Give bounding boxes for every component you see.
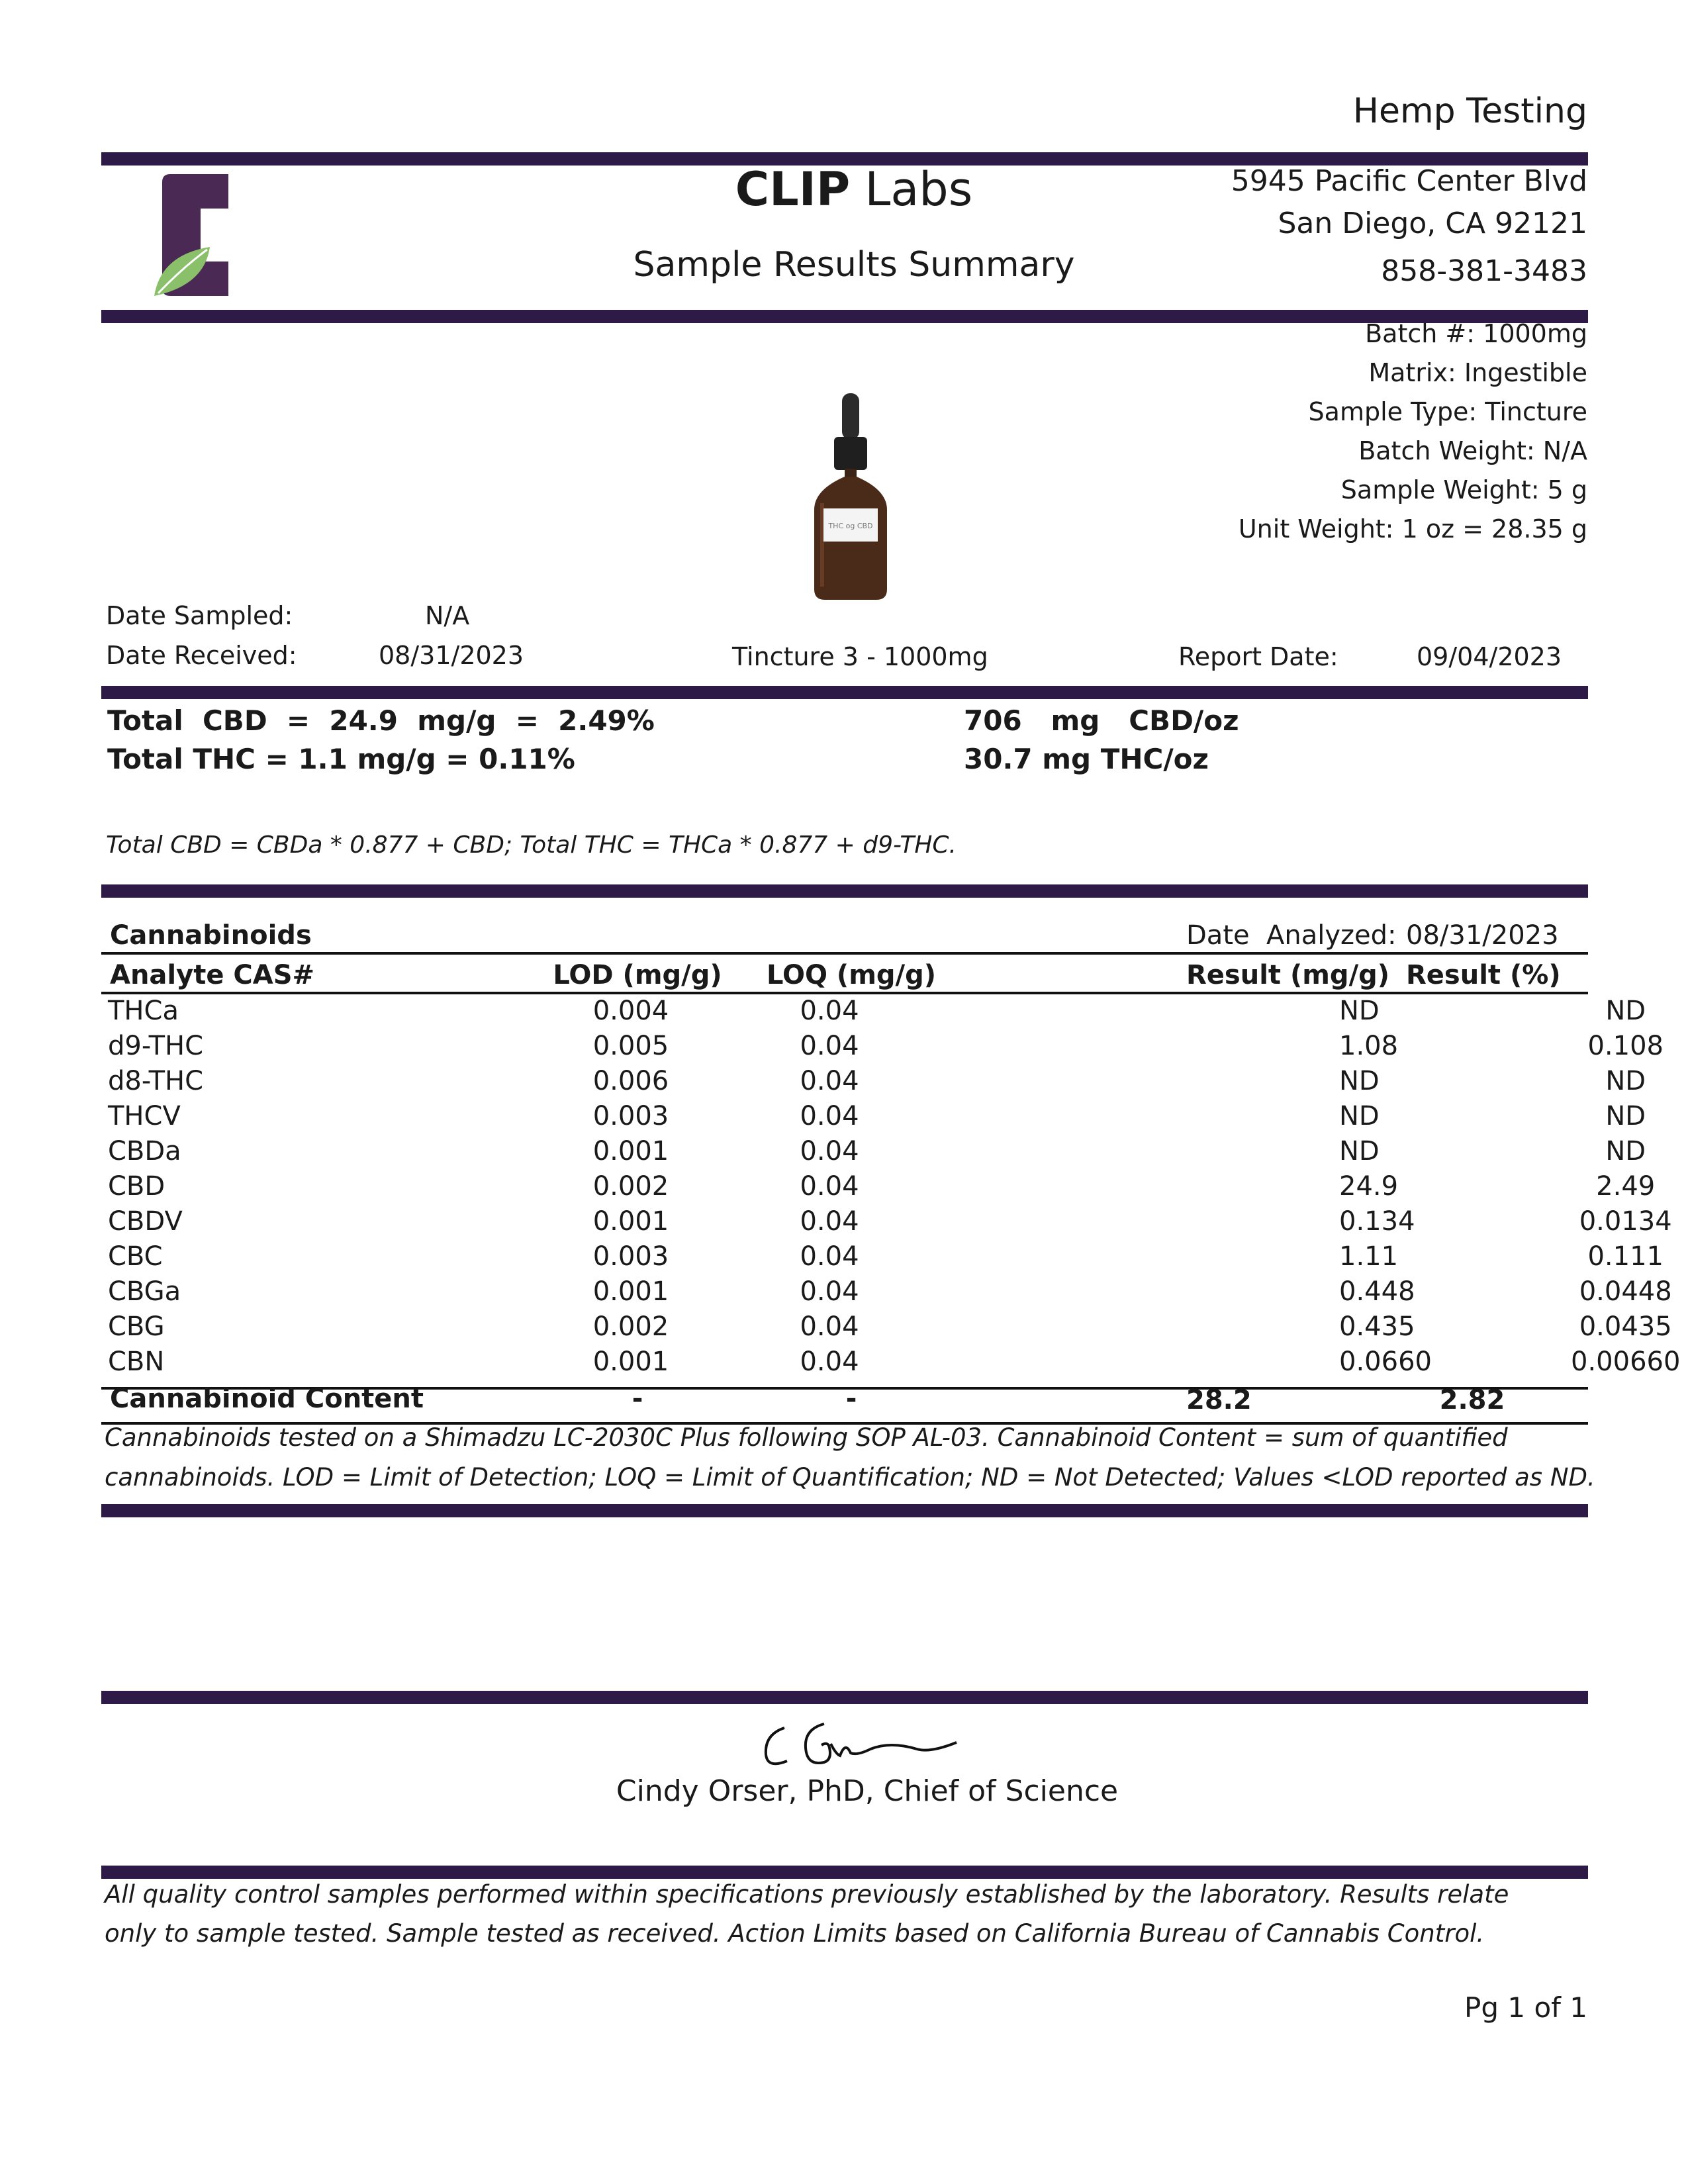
cell-result-mg: ND — [1339, 1066, 1380, 1096]
cell-lod: 0.001 — [592, 1276, 669, 1307]
cell-lod: 0.004 — [592, 996, 669, 1026]
date-received-label: Date Received: — [106, 641, 297, 670]
cell-result-mg: ND — [1339, 996, 1380, 1026]
page-number: Pg 1 of 1 — [1464, 1991, 1587, 2024]
cell-loq: 0.04 — [800, 1171, 859, 1202]
cell-analyte: d8-THC — [108, 1066, 204, 1096]
cell-loq: 0.04 — [800, 1066, 859, 1096]
table-top-rule — [101, 952, 1588, 955]
cell-lod: 0.003 — [592, 1241, 669, 1272]
total-row-lod: - — [632, 1384, 643, 1414]
total-row-loq: - — [845, 1384, 857, 1414]
table-row — [108, 1204, 1680, 1239]
date-sampled-value: N/A — [425, 601, 470, 630]
cell-spacer — [929, 994, 1339, 1029]
lab-name — [596, 162, 1112, 216]
cell-result-mg: 24.9 — [1339, 1171, 1399, 1202]
lab-name-bold: CLIP — [735, 162, 851, 216]
cell-result-mg: 1.11 — [1339, 1241, 1399, 1272]
cell-spacer — [929, 1134, 1339, 1169]
cell-result-mg: 0.134 — [1339, 1206, 1415, 1237]
cannabinoid-note-line1: Cannabinoids tested on a Shimadzu LC-2030C Plus following SOP AL-03. Cannabinoid Content = sum of quantified — [105, 1423, 1508, 1452]
total-row-result-mg: 28.2 — [1186, 1385, 1252, 1415]
cell-loq: 0.04 — [800, 1031, 859, 1061]
cell-loq: 0.04 — [800, 1276, 859, 1307]
table-row — [108, 1064, 1680, 1099]
cell-lod: 0.002 — [592, 1311, 669, 1342]
clip-labs-logo — [149, 169, 242, 301]
signer-name: Cindy Orser, PhD, Chief of Science — [616, 1774, 1119, 1808]
col-header-analyte: Analyte CAS# — [110, 960, 315, 990]
total-row-analyte: Cannabinoid Content — [110, 1384, 424, 1414]
cell-loq: 0.04 — [800, 1311, 859, 1342]
cell-analyte: THCV — [108, 1101, 181, 1131]
cell-lod: 0.003 — [592, 1101, 669, 1131]
sample-weight: Sample Weight: 5 g — [1340, 475, 1587, 504]
cell-lod: 0.002 — [592, 1171, 669, 1202]
thc-per-oz: 30.7 mg THC/oz — [964, 743, 1209, 775]
cell-result-mg: 0.435 — [1339, 1311, 1415, 1342]
signature-image — [758, 1715, 970, 1774]
cell-result-pct: ND — [1605, 996, 1646, 1026]
cell-result-pct: ND — [1605, 1066, 1646, 1096]
batch-weight: Batch Weight: N/A — [1358, 436, 1587, 465]
cell-spacer — [929, 1204, 1339, 1239]
table-row — [108, 1169, 1680, 1204]
batch-number: Batch #: 1000mg — [1365, 319, 1587, 348]
cell-result-mg: 0.0660 — [1339, 1347, 1432, 1377]
cell-result-pct: 0.0134 — [1579, 1206, 1672, 1237]
table-row — [108, 1274, 1680, 1309]
phone-number: 858-381-3483 — [1381, 254, 1587, 288]
cell-spacer — [929, 1099, 1339, 1134]
cell-analyte: CBGa — [108, 1276, 181, 1307]
cell-analyte: CBG — [108, 1311, 165, 1342]
table-row — [108, 1239, 1680, 1274]
date-analyzed-value: 08/31/2023 — [1406, 920, 1559, 951]
cell-result-pct: 2.49 — [1596, 1171, 1656, 1202]
cell-analyte: CBN — [108, 1347, 165, 1377]
cell-result-pct: ND — [1605, 1136, 1646, 1166]
cell-analyte: CBC — [108, 1241, 163, 1272]
section-divider-signature — [101, 1691, 1588, 1704]
sample-name: Tincture 3 - 1000mg — [732, 642, 988, 671]
date-analyzed-label: Date Analyzed: — [1186, 920, 1397, 951]
table-row — [108, 1029, 1680, 1064]
cell-result-pct: 0.108 — [1587, 1031, 1664, 1061]
cell-result-pct: 0.0448 — [1579, 1276, 1672, 1307]
cell-result-mg: ND — [1339, 1101, 1380, 1131]
cell-lod: 0.005 — [592, 1031, 669, 1061]
col-header-loq: LOQ (mg/g) — [766, 960, 937, 990]
date-sampled-label: Date Sampled: — [106, 601, 293, 630]
cannabinoid-table — [108, 994, 1680, 1380]
report-date-label: Report Date: — [1178, 642, 1338, 671]
cell-lod: 0.001 — [592, 1206, 669, 1237]
cell-analyte: CBD — [108, 1171, 165, 1202]
col-header-result-mg: Result (mg/g) — [1186, 960, 1390, 990]
cell-analyte: THCa — [108, 996, 179, 1026]
table-row — [108, 1345, 1680, 1380]
sample-type: Sample Type: Tincture — [1308, 397, 1587, 426]
cell-lod: 0.006 — [592, 1066, 669, 1096]
total-cbd: Total CBD = 24.9 mg/g = 2.49% — [107, 704, 655, 737]
cell-spacer — [929, 1064, 1339, 1099]
tincture-bottle-image — [808, 391, 894, 602]
total-thc: Total THC = 1.1 mg/g = 0.11% — [107, 743, 575, 775]
cell-result-pct: 0.00660 — [1571, 1347, 1681, 1377]
cell-loq: 0.04 — [800, 996, 859, 1026]
unit-weight: Unit Weight: 1 oz = 28.35 g — [1238, 514, 1587, 544]
disclaimer-line1: All quality control samples performed within specifications previously established by the laboratory. Results relate — [105, 1880, 1509, 1909]
cell-lod: 0.001 — [592, 1347, 669, 1377]
cell-result-mg: 1.08 — [1339, 1031, 1399, 1061]
col-header-result-pct: Result (%) — [1406, 960, 1561, 990]
matrix: Matrix: Ingestible — [1368, 358, 1587, 387]
cell-spacer — [929, 1274, 1339, 1309]
cell-spacer — [929, 1309, 1339, 1345]
cell-analyte: CBDa — [108, 1136, 181, 1166]
cell-spacer — [929, 1345, 1339, 1380]
cell-result-pct: ND — [1605, 1101, 1646, 1131]
report-date-value: 09/04/2023 — [1417, 642, 1562, 671]
cell-loq: 0.04 — [800, 1101, 859, 1131]
total-formula-note: Total CBD = CBDa * 0.877 + CBD; Total THC = THCa * 0.877 + d9-THC. — [106, 831, 957, 859]
address-line1: 5945 Pacific Center Blvd — [1231, 164, 1587, 198]
total-row-result-pct: 2.82 — [1439, 1385, 1505, 1415]
cannabinoid-note-line2: cannabinoids. LOD = Limit of Detection; LOQ = Limit of Quantification; ND = Not Detected; Values <LOD reported as ND. — [105, 1463, 1595, 1492]
section-divider-totals — [101, 686, 1588, 699]
cbd-per-oz: 706 mg CBD/oz — [964, 704, 1239, 737]
cell-lod: 0.001 — [592, 1136, 669, 1166]
section-divider-end-table — [101, 1504, 1588, 1517]
cell-loq: 0.04 — [800, 1241, 859, 1272]
date-received-value: 08/31/2023 — [379, 641, 524, 670]
cell-spacer — [929, 1239, 1339, 1274]
cell-loq: 0.04 — [800, 1347, 859, 1377]
section-divider-cannabinoids — [101, 884, 1588, 898]
table-row — [108, 1309, 1680, 1345]
table-row — [108, 994, 1680, 1029]
bottle-label-text: THC og CBD — [828, 522, 873, 530]
cell-spacer — [929, 1169, 1339, 1204]
cell-spacer — [929, 1029, 1339, 1064]
summary-title: Sample Results Summary — [633, 245, 1075, 285]
table-row — [108, 1134, 1680, 1169]
address-line2: San Diego, CA 92121 — [1278, 207, 1587, 240]
table-row — [108, 1099, 1680, 1134]
cell-result-mg: ND — [1339, 1136, 1380, 1166]
cell-result-pct: 0.111 — [1587, 1241, 1664, 1272]
cell-loq: 0.04 — [800, 1136, 859, 1166]
cell-result-pct: 0.0435 — [1579, 1311, 1672, 1342]
section-divider-footer — [101, 1866, 1588, 1879]
cell-result-mg: 0.448 — [1339, 1276, 1415, 1307]
col-header-lod: LOD (mg/g) — [553, 960, 722, 990]
doc-type-title: Hemp Testing — [1352, 91, 1587, 131]
cell-analyte: CBDV — [108, 1206, 183, 1237]
cannabinoids-section-title: Cannabinoids — [110, 920, 312, 951]
cell-analyte: d9-THC — [108, 1031, 204, 1061]
lab-name-rest: Labs — [865, 162, 973, 216]
cell-loq: 0.04 — [800, 1206, 859, 1237]
disclaimer-line2: only to sample tested. Sample tested as received. Action Limits based on California Bureau of Cannabis Control. — [105, 1919, 1485, 1948]
